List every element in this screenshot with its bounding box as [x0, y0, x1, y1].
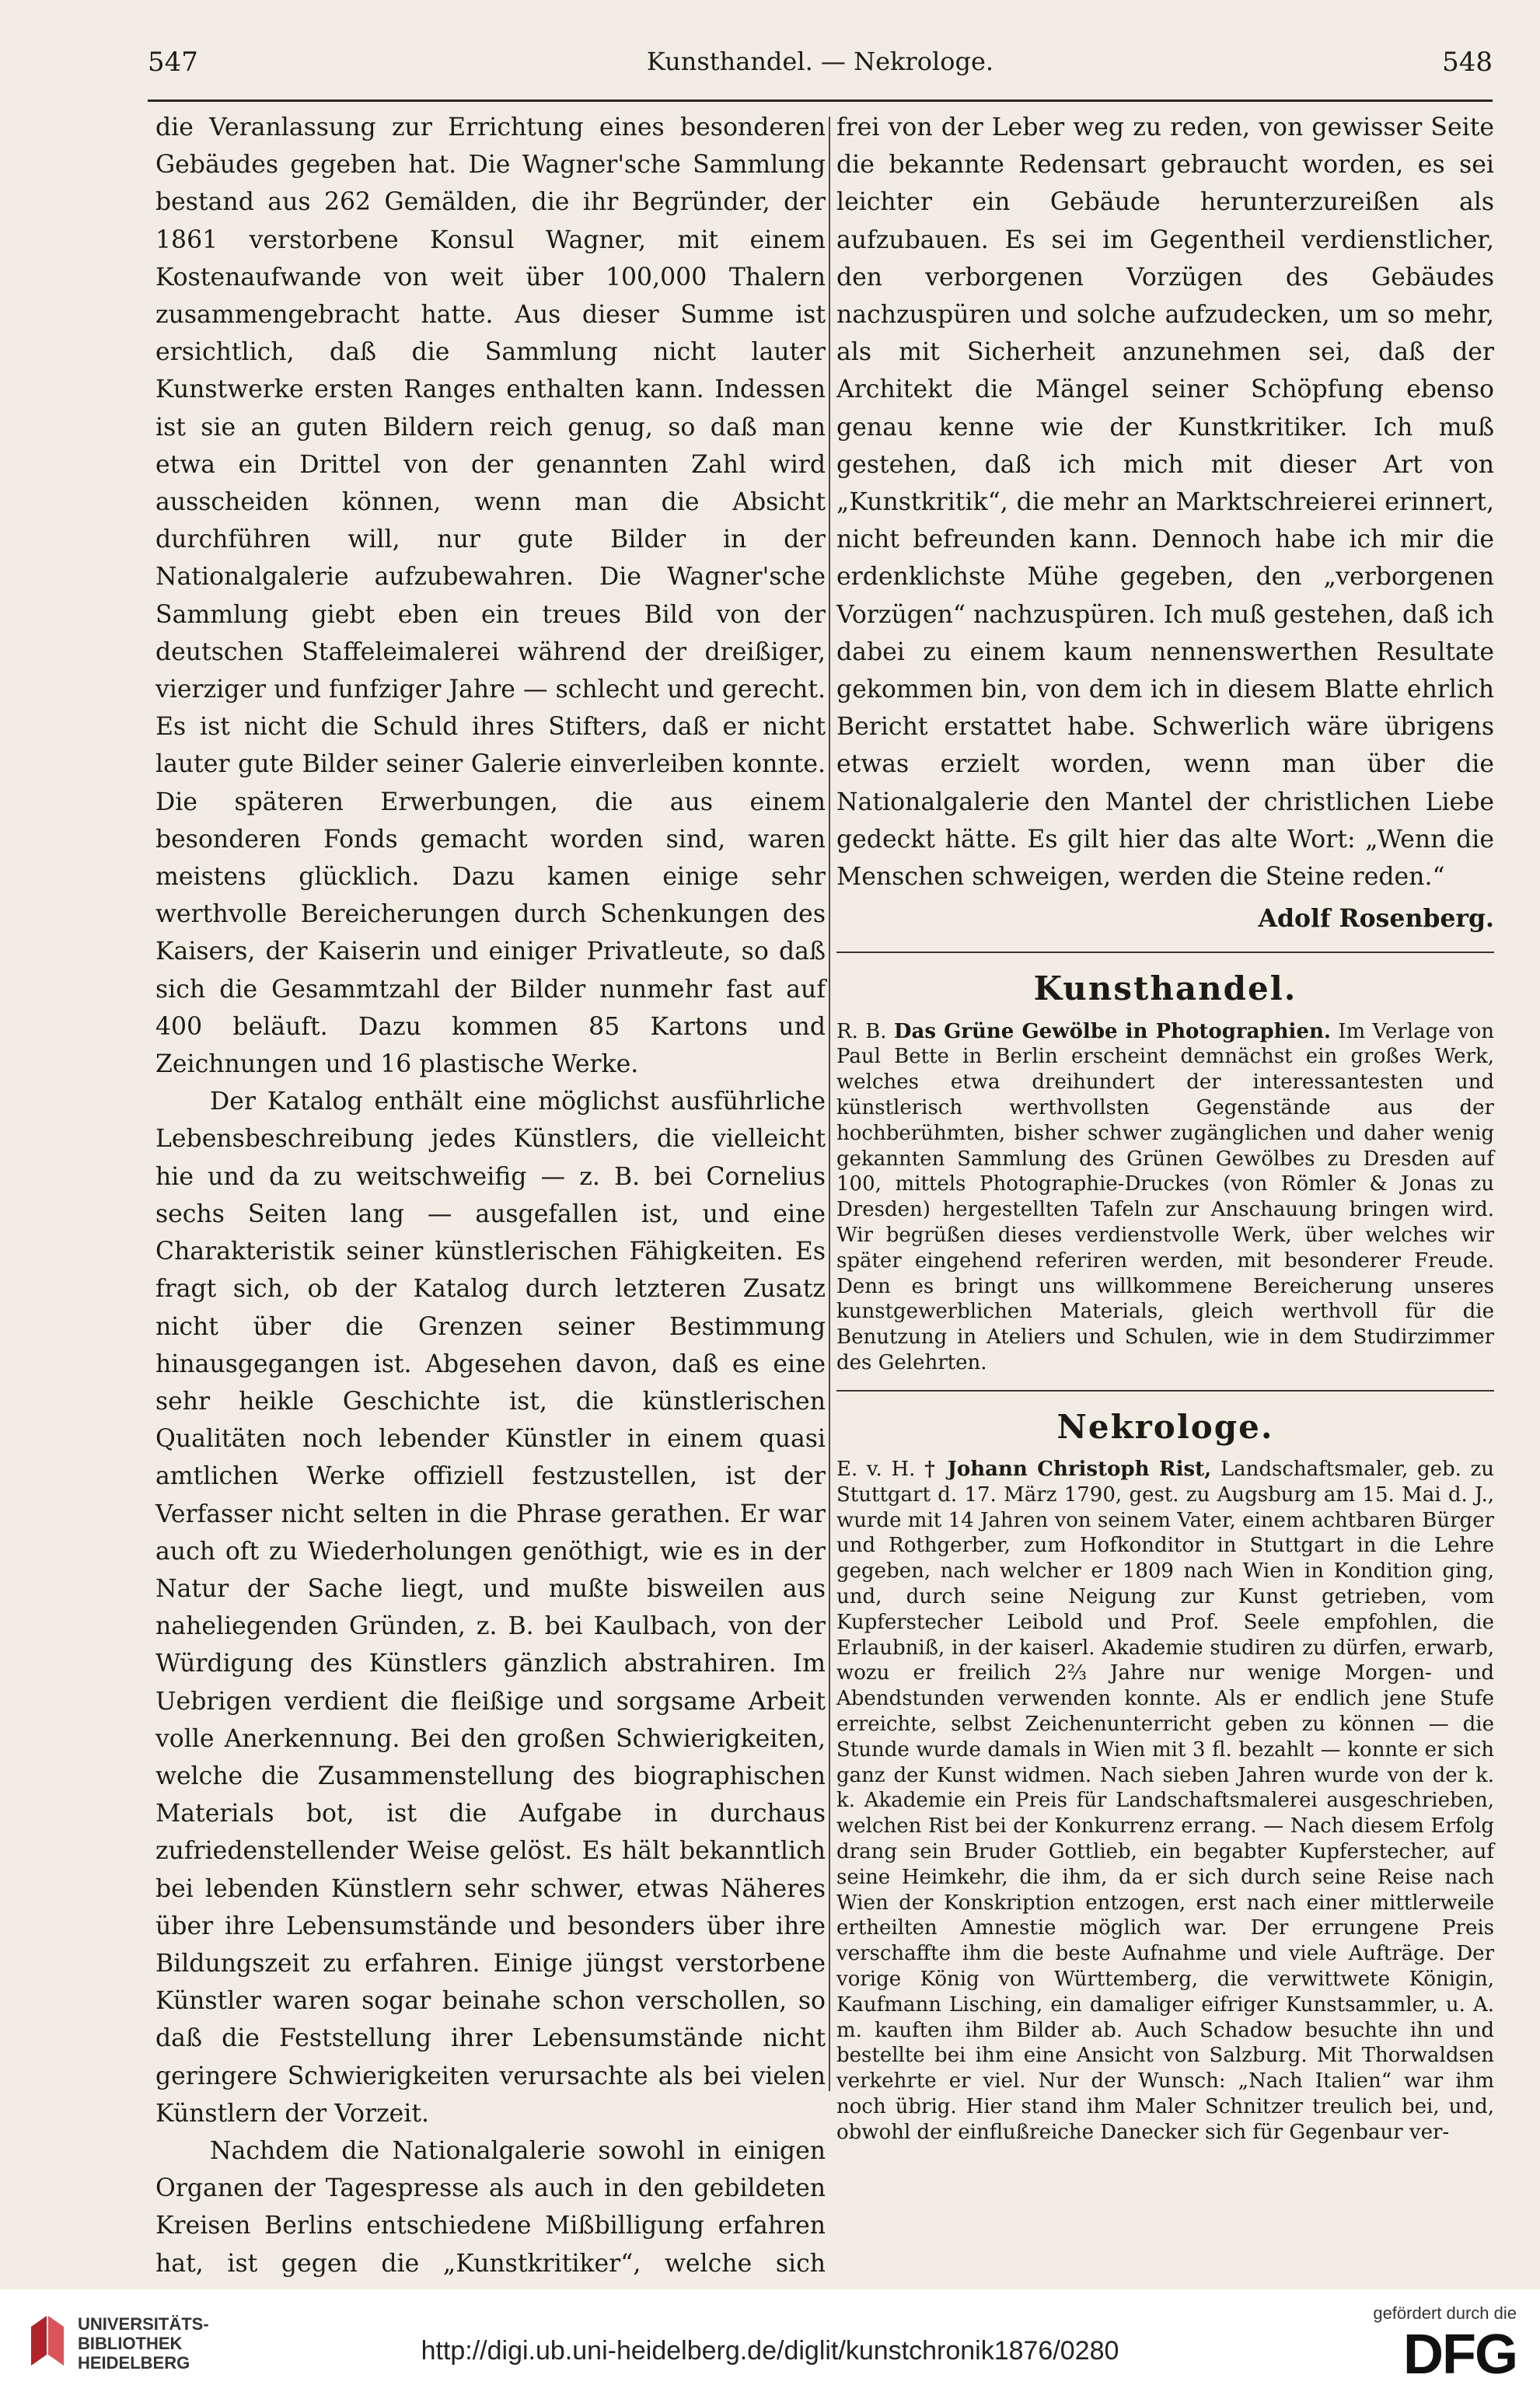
left-paragraph-3: Nachdem die Nationalgalerie sowohl in einigen Organen der Tagespresse als auch in den gebildeten Kreisen Berlins entschiedene Mißbilligung erfahren hat, ist gegen die „Kunstkritiker“, welche sich: [155, 2136, 826, 2278]
section-title-nekrologe: Nekrologe.: [1056, 1407, 1274, 1446]
funder-label: gefördert durch die: [1373, 2303, 1517, 2323]
right-continuation: frei von der Leber weg zu reden, von gewisser Seite die bekannte Redensart gebraucht worden, es sei leichter ein Gebäude herunterzureißen als aufzubauen. Es sei im Gegentheil verdienstlicher, den verborgenen Vorzügen des Gebäudes nachzuspüren und solche aufzudecken, um so mehr, als mit Sicherheit anzunehmen sei, daß der Architekt die Mängel seiner Schöpfung ebenso genau kenne wie der Kunstkritiker. Ich muß gestehen, daß ich mich mit dieser Art von „Kunstkritik“, die mehr an Marktschreierei erinnert, nicht befreunden kann. Dennoch habe ich mir die erdenklichste Mühe gegeben, den „verborgenen Vorzügen“ nachzuspüren. Ich muß gestehen, daß ich dabei zu einem kaum nennenswerthen Resultate gekommen bin, von dem ich in diesem Blatte ehrlich Bericht erstattet habe. Schwerlich wäre übrigens etwas erzielt worden, wenn man über die Nationalgalerie den Mantel der christlichen Liebe gedeckt hätte. Es gilt hier das alte Wort: „Wenn die Menschen schweigen, werden die Steine reden.“: [836, 113, 1494, 892]
left-paragraph-1: die Veranlassung zur Errichtung eines besonderen Gebäudes gegeben hat. Die Wagner'sche Sammlung bestand aus 262 Gemälden, die ihr Begründer, der 1861 verstorbene Konsul Wagner, mit einem Kostenaufwande von weit über 100,000 Thalern zusammengebracht hatte. Aus dieser Summe ist ersichtlich, daß die Sammlung nicht lauter Kunstwerke ersten Ranges enthalten kann. Indessen ist sie an guten Bildern reich genug, so daß man etwa ein Drittel von der genannten Zahl wird ausscheiden können, wenn man die Absicht durchführen will, nur gute Bilder in der Nationalgalerie aufzubewahren. Die Wagner'sche Sammlung giebt eben ein treues Bild von der deutschen Staffeleimalerei während der dreißiger, vierziger und funfziger Jahre — schlecht und gerecht. Es ist nicht die Schuld ihres Stifters, daß er nicht lauter gute Bilder seiner Galerie einverleiben konnte. Die späteren Erwerbungen, die aus einem besonderen Fonds gemacht worden sind, waren meistens glücklich. Dazu kamen einige sehr werthvolle Bereicherungen durch Schenkungen des Kaisers, der Kaiserin und einiger Privatleute, so daß sich die Gesammtzahl der Bilder nunmehr fast auf 400 beläuft. Dazu kommen 85 Kartons und Zeichnungen und 16 plastische Werke.: [155, 113, 826, 1079]
nekrologe-article: [836, 1457, 1494, 2146]
kunsthandel-heading: Das Grüne Gewölbe in Photographien.: [893, 1019, 1331, 1043]
kunsthandel-lead: R. B.: [836, 1019, 887, 1043]
header-rule: [148, 100, 1493, 102]
library-name-line-1: UNIVERSITÄTS-: [78, 2314, 209, 2334]
nekrolog-heading: † Johann Christoph Rist,: [924, 1458, 1212, 1482]
permalink-url[interactable]: http://digi.ub.uni-heidelberg.de/diglit/kunstchronik1876/0280: [421, 2336, 1119, 2366]
page-header: [148, 40, 1493, 87]
nekrolog-text: Landschaftsmaler, geb. zu Stuttgart d. 17. März 1790, gest. zu Augsburg am 15. Mai d. J., wurde mit 14 Jahren von seinem Vater, einem achtbaren Bürger und Rothgerber, zum Hofkonditor in Stuttgart in die Lehre gegeben, nach welcher er 1809 nach Wien in Kondition ging, und, durch seine Neigung zur Kunst getrieben, vom Kupferstecher Leibold und Prof. Seele empfohlen, die Erlaubniß, in der kaiserl. Akademie studiren zu dürfen, erwarb, wozu er freilich 2⅔ Jahre nur wenige Morgen- und Abendstunden verwenden konnte. Als er endlich jene Stufe erreichte, selbst Zeichenunterricht geben zu können — die Stunde wurde damals in Wien mit 3 fl. bezahlt — konnte er sich ganz der Kunst widmen. Nach sieben Jahren wurde von der k. k. Akademie ein Preis für Landschaftsmalerei ausgeschrieben, welchen Rist bei der Konkurrenz errang. — Nach diesem Erfolg drang sein Bruder Gottlieb, ein begabter Kupferstecher, auf seine Heimkehr, die ihm, da er sich durch seine Reise nach Wien der Konskription entzogen, erst nach einer mittlerweile ertheilten Amnestie möglich war. Der errungene Preis verschaffte ihm die beste Aufnahme und viele Aufträge. Der vorige König von Württemberg, die verwittwete Königin, Kaufmann Lisching, ein damaliger eifriger Kunstsammler, u. A. m. kauften ihm Bilder ab. Auch Schadow besuchte ihn und bestellte bei ihm eine Ansicht von Salzburg. Mit Thorwaldsen verkehrte er viel. Nur der Wunsch: „Nach Italien“ war ihm noch übrig. Hier stand ihm Maler Schnitzer treulich bei, und, obwohl der einflußreiche Danecker sich für Gegenbaur ver-: [836, 1458, 1495, 2144]
kunsthandel-article: [836, 1019, 1494, 1376]
left-paragraph-2: Der Katalog enthält eine möglichst ausführliche Lebensbeschreibung jedes Künstlers, die vielleicht hie und da zu weitschweifig — z. B. bei Cornelius sechs Seiten lang — ausgefallen ist, und eine Charakteristik seiner künstlerischen Fähigkeiten. Es fragt sich, ob der Katalog durch letzteren Zusatz nicht über die Grenzen seiner Bestimmung hinausgegangen ist. Abgesehen davon, daß es eine sehr heikle Geschichte ist, die künstlerischen Qualitäten noch lebender Künstler in einem quasi amtlichen Werke offiziell festzustellen, ist der Verfasser nicht selten in die Phrase gerathen. Er war auch oft zu Wiederholungen genöthigt, wie es in der Natur der Sache liegt, und mußte bisweilen aus naheliegenden Gründen, z. B. bei Kaulbach, von der Würdigung des Künstlers gänzlich abstrahiren. Im Uebrigen verdient die fleißige und sorgsame Arbeit volle Anerkennung. Bei den großen Schwierigkeiten, welche die Zusammenstellung des biographischen Materials bot, ist die Aufgabe in durchaus zufriedenstellender Weise gelöst. Es hält bekanntlich bei lebenden Künstlern sehr schwer, etwas Näheres über ihre Lebensumstände und besonders über ihre Bildungszeit zu erfahren. Einige jüngst verstorbene Künstler waren sogar beinahe schon verschollen, so daß die Feststellung ihrer Lebensumstände nicht geringere Schwierigkeiten verursachte als bei vielen Künstlern der Vorzeit.: [155, 1088, 826, 2128]
library-name-line-2: BIBLIOTHEK: [78, 2334, 183, 2353]
digitization-footer: [0, 2289, 1540, 2406]
library-name-line-3: HEIDELBERG: [78, 2353, 190, 2373]
page-number-left: 547: [148, 47, 198, 78]
column-divider: [829, 117, 830, 2091]
nekrolog-lead: E. v. H.: [836, 1458, 916, 1482]
section-rule-1: [836, 952, 1494, 953]
page-number-right: 548: [1442, 47, 1493, 78]
running-title: Kunsthandel. — Nekrologe.: [646, 47, 994, 76]
section-title-kunsthandel: Kunsthandel.: [1033, 969, 1297, 1008]
left-column: [155, 109, 826, 2320]
kunsthandel-text: Im Verlage von Paul Bette in Berlin erscheint demnächst ein großes Werk, welches etwa dreihundert der interessantesten und künstlerisch werthvollsten Gegenstände aus der hochberühmten, bisher schwer zugänglichen und daher wenig gekannten Sammlung des Grünen Gewölbes zu Dresden auf 100, mittels Photographie-Druckes (von Römler & Jonas zu Dresden) hergestellten Tafeln zur Anschauung bringen wird. Wir begrüßen dieses verdienstvolle Werk, über welches wir später eingehend referiren werden, mit besonderer Freude. Denn es bringt uns willkommene Bereicherung unseres kunstgewerblichen Materials, gleich werthvoll für die Benutzung in Ateliers und Schulen, wie in dem Studirzimmer des Gelehrten.: [836, 1019, 1495, 1375]
section-rule-2: [836, 1390, 1494, 1392]
funder-block: [1346, 2303, 1517, 2397]
dfg-logo: DFG: [1403, 2324, 1517, 2386]
author-signature: Adolf Rosenberg.: [1258, 904, 1494, 934]
right-column: [836, 109, 1494, 2146]
